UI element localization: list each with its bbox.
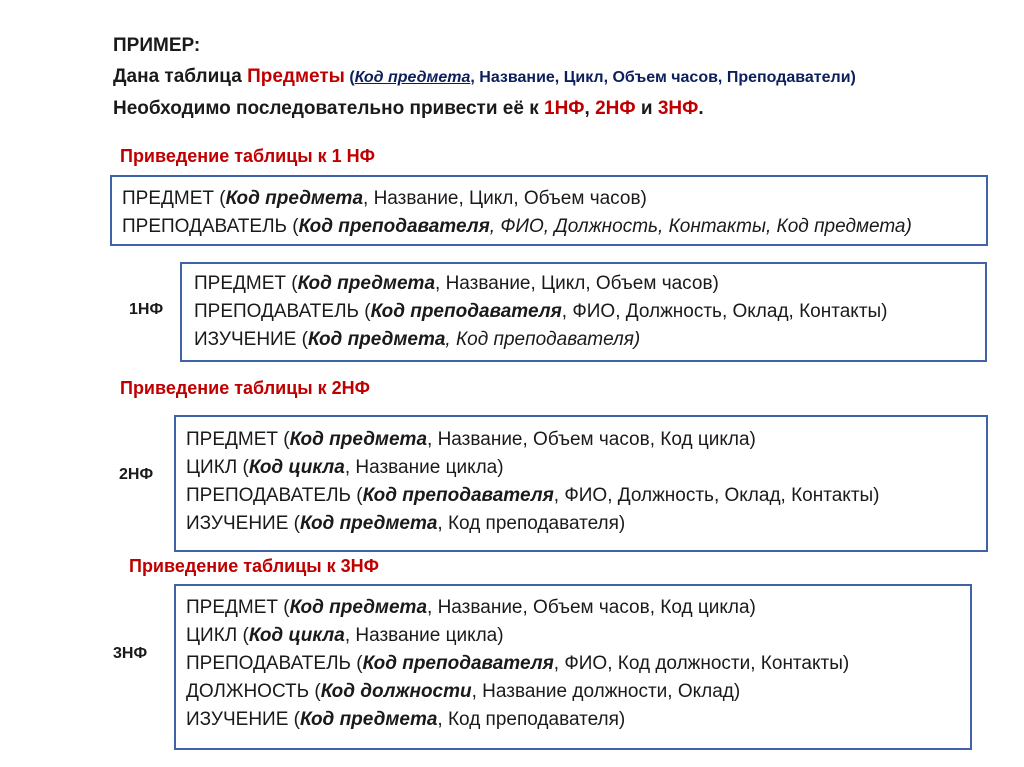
relation-row [186,706,960,734]
relation-attrs: , Название должности, Оклад) [471,681,741,702]
relation-name: ИЗУЧЕНИЕ ( [194,329,308,350]
relation-row [194,270,973,298]
nf1-box [180,262,987,362]
relation-attrs: , Название, Объем часов, Код цикла) [427,429,756,450]
relation-key: Код предмета [289,597,428,618]
relation-name: ПРЕПОДАВАТЕЛЬ ( [194,301,371,322]
relation-row [186,510,976,538]
relation-attrs: , Название цикла) [344,625,504,646]
section-3nf-heading: Приведение таблицы к 3НФ [129,556,380,576]
relation-attrs: , Код преподавателя) [437,709,626,730]
relation-attrs: , ФИО, Должность, Оклад, Контакты) [553,485,880,506]
relation-attrs: , Название цикла) [344,457,504,478]
relation-name: ЦИКЛ ( [186,457,249,478]
relation-key: Код предмета [299,709,438,730]
section-1nf-heading: Приведение таблицы к 1 НФ [120,146,376,166]
relation-row [186,454,976,482]
relation-key: Код цикла [248,457,345,478]
relation-name: ПРЕДМЕТ ( [186,429,290,450]
relation-attrs: , ФИО, Код должности, Контакты) [553,653,850,674]
relation-name: ПРЕПОДАВАТЕЛЬ ( [186,653,363,674]
relation-row [186,622,960,650]
relation-name: ПРЕПОДАВАТЕЛЬ ( [186,485,363,506]
relation-key: Код преподавателя [298,216,490,237]
relation-name: ПРЕДМЕТ ( [194,273,298,294]
relation-row [186,678,960,706]
relation-row [186,426,976,454]
relation-attrs: , Код преподавателя) [445,329,641,350]
relation-row [186,650,960,678]
attributes-list: , Название, Цикл, Объем часов, Преподаватели) [470,69,856,86]
relation-key: Код должности [320,681,472,702]
example-heading: ПРИМЕР: [113,35,201,56]
primary-key: Код предмета [354,69,471,86]
task-line [113,61,856,93]
goal-line [113,93,856,124]
relation-key: Код цикла [248,625,345,646]
relation-attrs: , ФИО, Должность, Оклад, Контакты) [561,301,888,322]
table-name: Предметы [247,66,345,87]
task-prefix: Дана таблица [113,66,248,87]
relation-row [186,594,960,622]
relation-key: Код преподавателя [370,301,562,322]
relation-row [122,213,976,241]
goal-and: и [635,98,658,119]
relation-name: ПРЕДМЕТ ( [186,597,290,618]
section-2nf-heading: Приведение таблицы к 2НФ [120,378,371,398]
relation-name: ИЗУЧЕНИЕ ( [186,709,300,730]
label-1nf: 1НФ [129,301,164,318]
relation-attrs: , Код преподавателя) [437,513,626,534]
relation-row [194,298,973,326]
nf2-box [174,415,988,552]
goal-nf3: 3НФ [657,98,699,119]
goal-nf2: 2НФ [595,98,636,119]
label-3nf: 3НФ [113,645,148,662]
relation-key: Код преподавателя [362,485,554,506]
relation-key: Код преподавателя [362,653,554,674]
intro-block [113,30,856,124]
relation-key: Код предмета [307,329,446,350]
relation-key: Код предмета [297,273,436,294]
goal-sep: , [584,98,596,119]
relation-name: ПРЕДМЕТ ( [122,188,226,209]
relation-attrs: , Название, Цикл, Объем часов) [435,273,719,294]
goal-nf1: 1НФ [544,98,585,119]
relation-name: ПРЕПОДАВАТЕЛЬ ( [122,216,299,237]
relation-name: ЦИКЛ ( [186,625,249,646]
relation-row [122,185,976,213]
goal-end: . [698,98,704,119]
relation-key: Код предмета [225,188,364,209]
relation-key: Код предмета [289,429,428,450]
paren-open: ( [344,69,355,86]
relation-name: ИЗУЧЕНИЕ ( [186,513,300,534]
unnormalized-box [110,175,988,246]
label-2nf: 2НФ [119,466,154,483]
relation-attrs: , Название, Объем часов, Код цикла) [427,597,756,618]
relation-name: ДОЛЖНОСТЬ ( [186,681,321,702]
relation-key: Код предмета [299,513,438,534]
relation-row [194,326,973,354]
nf3-box [174,584,972,750]
relation-attrs: , ФИО, Должность, Контакты, Код предмета) [489,216,912,237]
relation-row [186,482,976,510]
goal-prefix: Необходимо последовательно привести её к [113,98,545,119]
relation-attrs: , Название, Цикл, Объем часов) [363,188,647,209]
